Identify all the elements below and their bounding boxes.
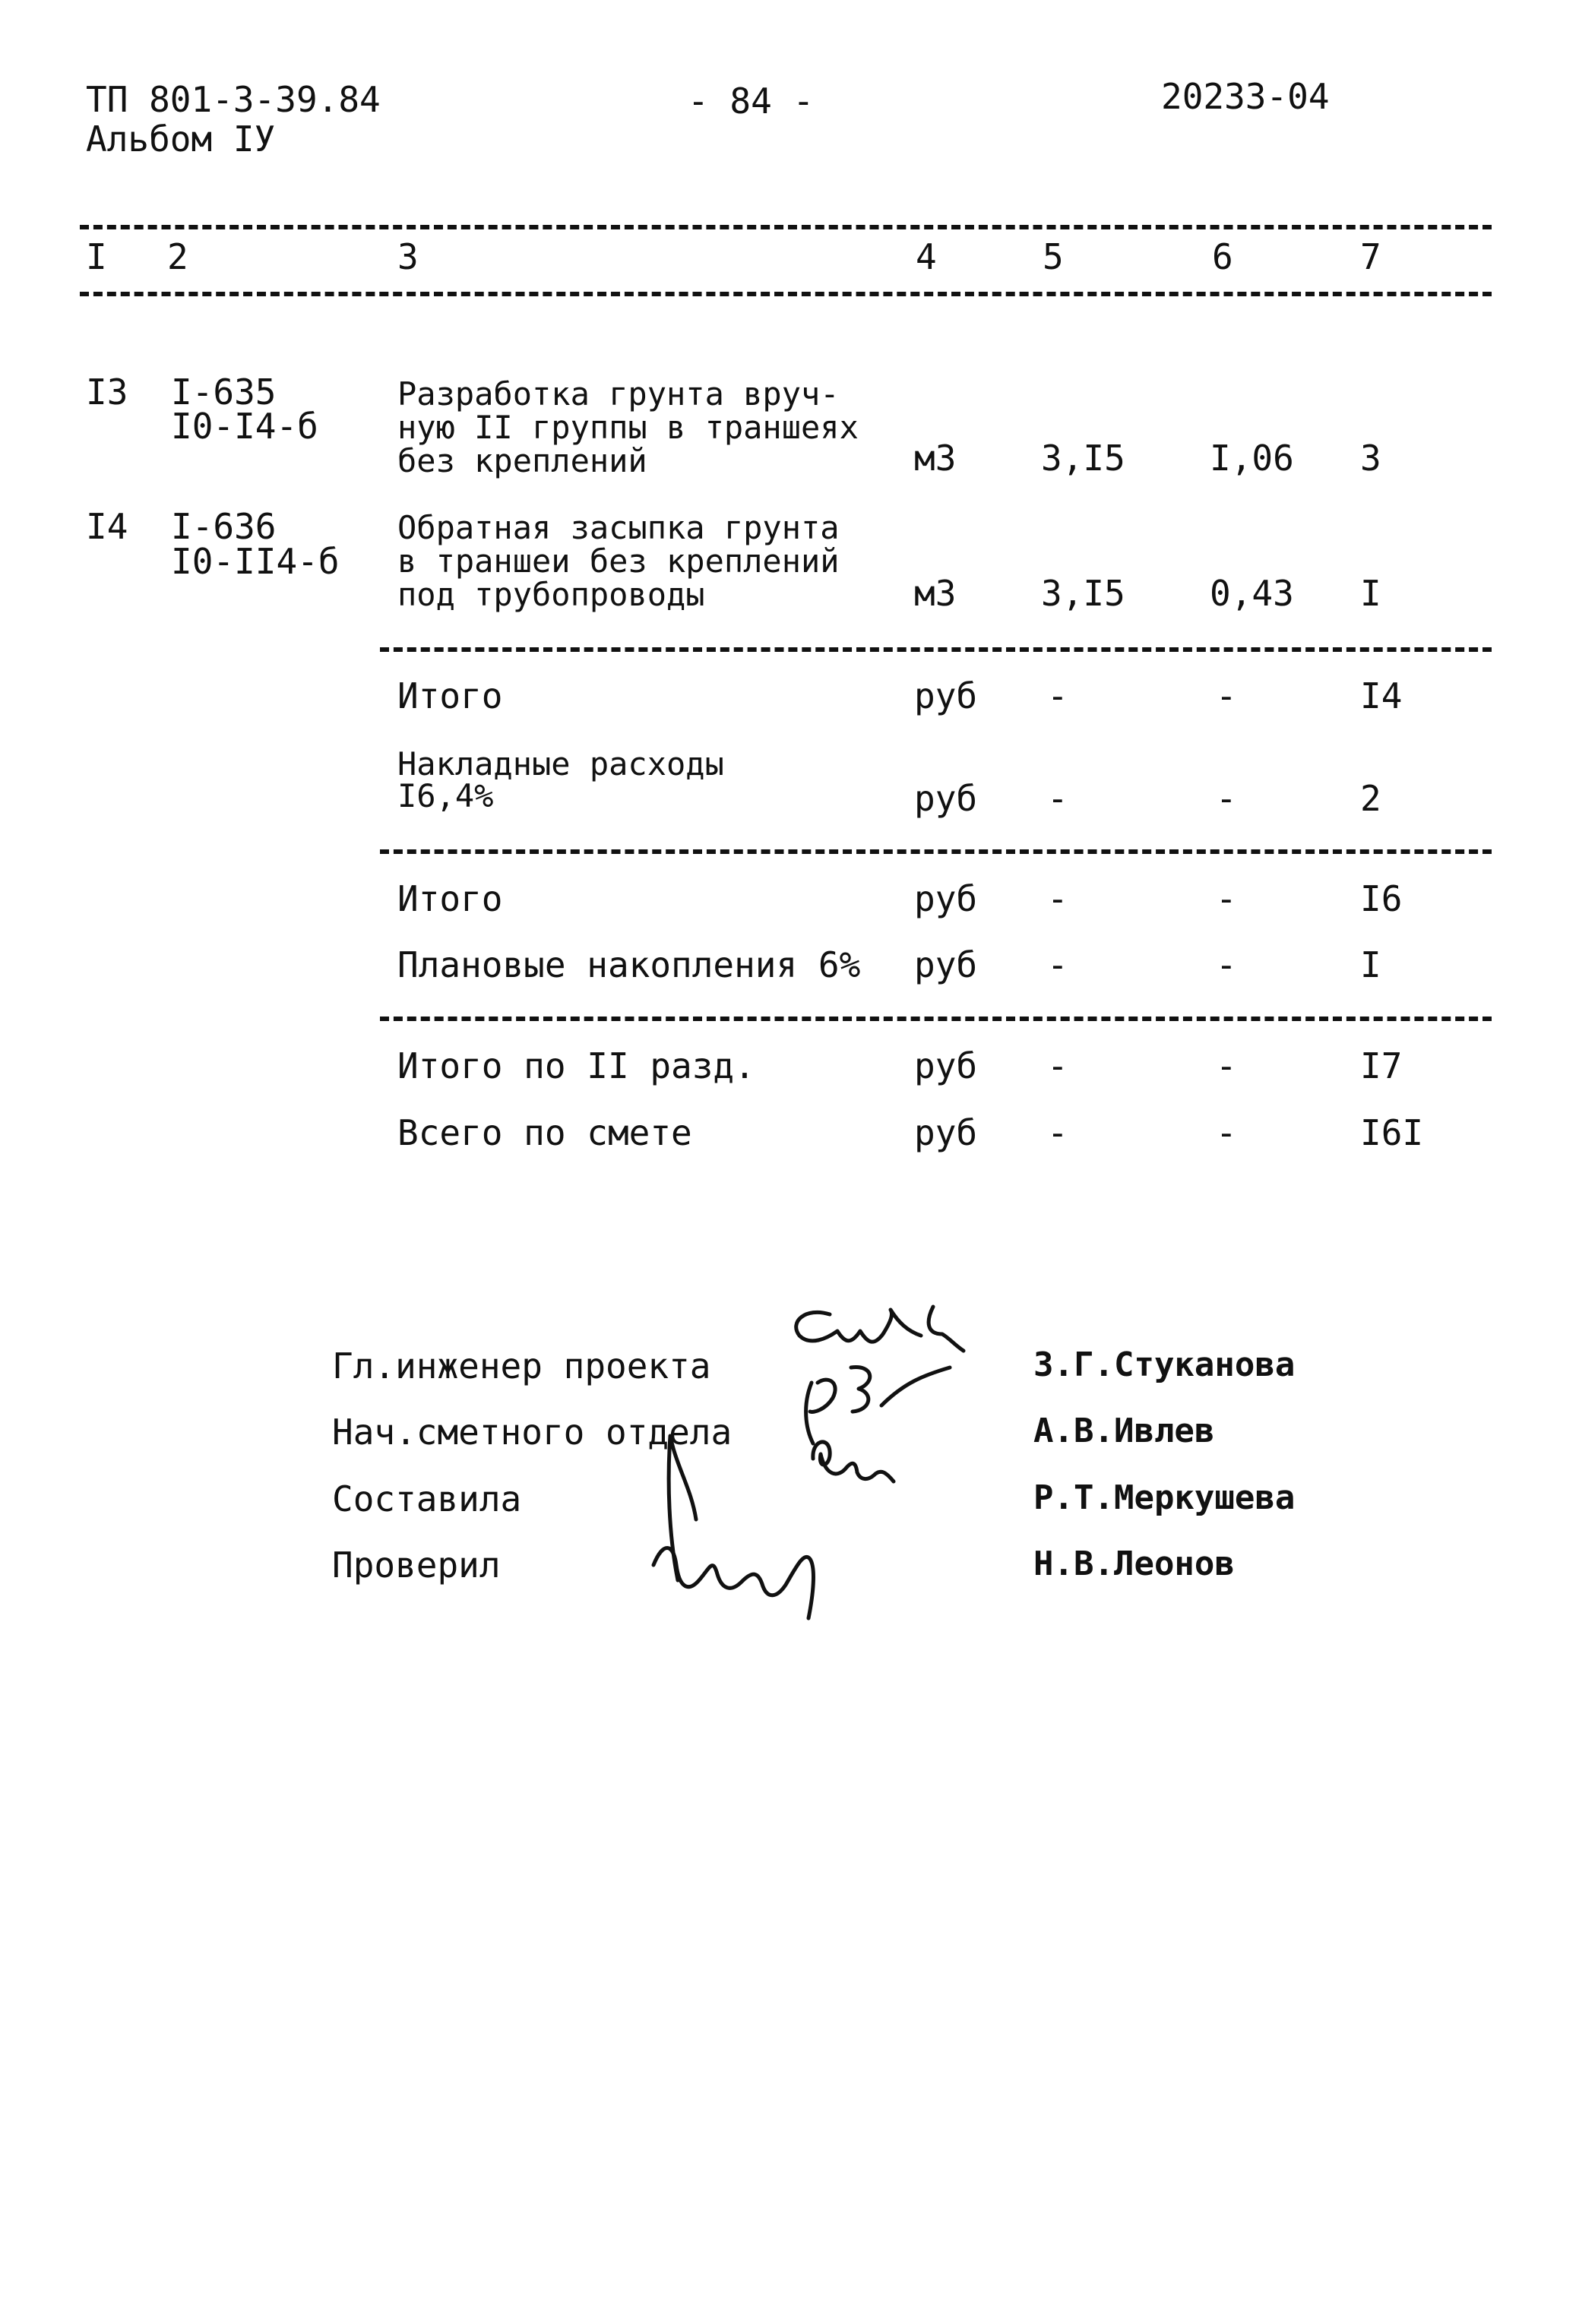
grand-total-value: I6I [1360,1112,1424,1153]
row-number: I3 [86,372,128,413]
subtotal-rule [380,849,1492,854]
archive-number: 20233-04 [1161,76,1330,117]
total-label: Итого [397,878,503,919]
dash-value: - [1216,944,1237,985]
column-header: I [86,236,107,277]
dash-value: - [1216,778,1237,819]
quantity: 3,I5 [1041,438,1125,479]
dash-value: - [1216,878,1237,919]
section-total-label: Итого по II разд. [397,1045,755,1086]
total-cost: I6 [1360,878,1403,919]
dash-value: - [1216,1112,1237,1153]
total-cost: I4 [1360,675,1403,716]
unit: руб [914,878,978,919]
dash-value: - [1047,878,1068,919]
dash-value: - [1047,778,1068,819]
column-header: 2 [167,236,188,277]
quantity: 3,I5 [1041,573,1125,614]
column-header: 7 [1360,236,1381,277]
page-number: - 84 - [688,81,815,122]
subtotal-rule [380,1017,1492,1021]
dash-value: - [1047,1045,1068,1086]
rate-code-ref: I0-II4-б [171,541,340,582]
signature-role: Составила [332,1478,522,1519]
total-label: Итого [397,675,503,716]
signatory-name: З.Г.Стуканова [1033,1345,1296,1384]
signature-role: Гл.инженер проекта [332,1345,711,1386]
total-cost: I7 [1360,1045,1403,1086]
column-header: 3 [397,236,419,277]
total-cost: I [1360,573,1381,614]
total-cost: 2 [1360,778,1381,819]
column-header: 6 [1212,236,1233,277]
dash-value: - [1216,1045,1237,1086]
dash-value: - [1047,944,1068,985]
planned-savings-label: Плановые накопления 6% [397,944,861,985]
unit: м3 [914,573,957,614]
unit: м3 [914,438,957,479]
dash-value: - [1047,675,1068,716]
dash-value: - [1047,1112,1068,1153]
signatory-name: Р.Т.Меркушева [1033,1478,1296,1517]
rate-code: I-636 [171,506,277,547]
album-label: Альбом IУ [86,119,276,160]
signature-role: Проверил [332,1545,501,1586]
column-header: 5 [1043,236,1064,277]
unit-cost: I,06 [1210,438,1294,479]
unit-cost: 0,43 [1210,573,1294,614]
unit: руб [914,675,978,716]
signature-role: Нач.сметного отдела [332,1412,733,1453]
work-description: Обратная засыпка грунта в траншеи без креплений под трубопроводы [397,509,840,613]
signatory-name: А.В.Ивлев [1033,1412,1215,1450]
column-header: 4 [916,236,937,277]
total-cost: 3 [1360,438,1381,479]
rate-code-ref: I0-I4-б [171,406,318,447]
dash-value: - [1216,675,1237,716]
header-bottom-rule [80,292,1492,296]
unit: руб [914,944,978,985]
overhead-label: Накладные расходы I6,4% [397,745,724,814]
rate-code: I-635 [171,372,277,413]
row-number: I4 [86,506,128,547]
document-code: ТП 801-3-39.84 [86,79,381,120]
handwritten-signatures [623,1292,1033,1633]
work-description: Разработка грунта вруч- ную II группы в траншеях без креплений [397,375,859,479]
grand-total-label: Всего по смете [397,1112,692,1153]
total-cost: I [1360,944,1381,985]
signatory-name: Н.В.Леонов [1033,1545,1235,1583]
unit: руб [914,1112,978,1153]
unit: руб [914,1045,978,1086]
subtotal-rule [380,647,1492,652]
unit: руб [914,778,978,819]
header-top-rule [80,225,1492,229]
